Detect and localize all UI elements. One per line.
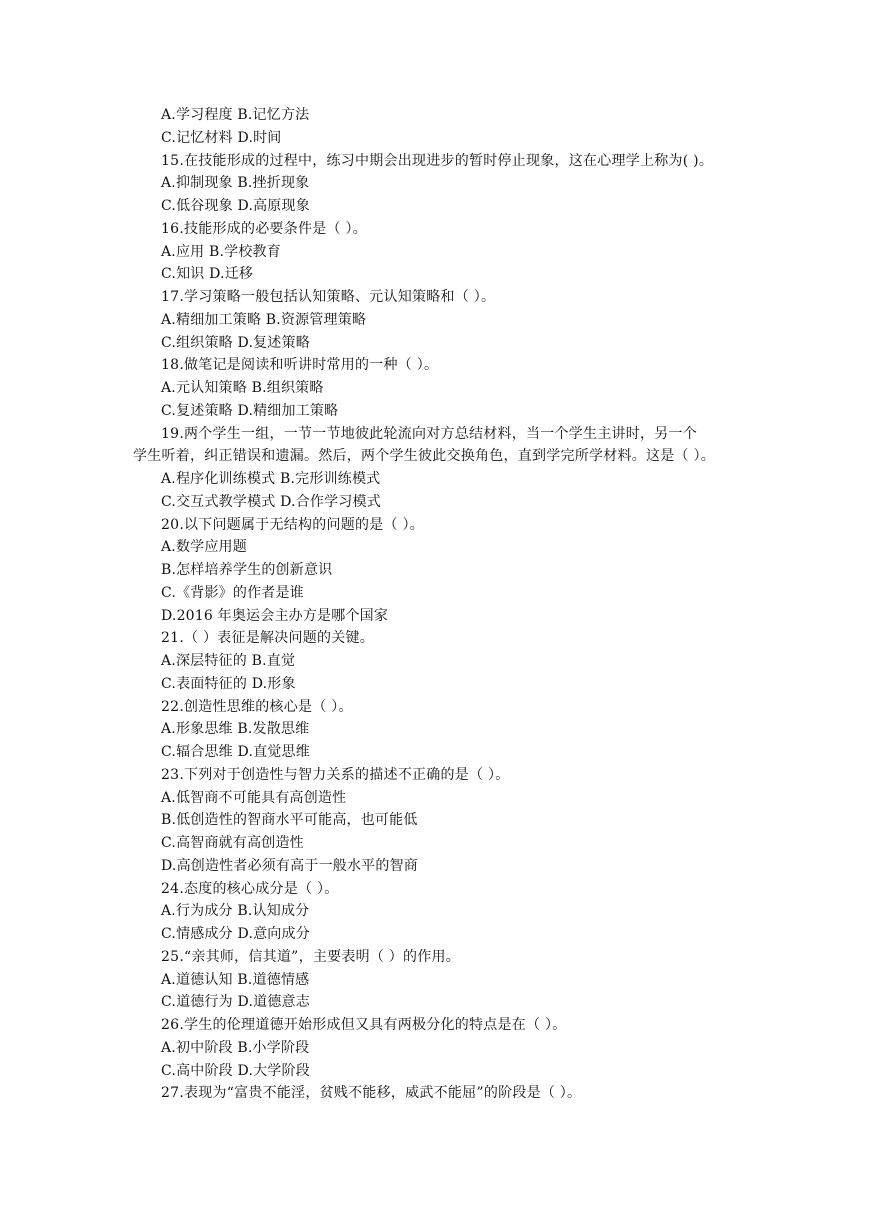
question-23: 23.下列对于创造性与智力关系的描述不正确的是（ ）。 [161, 766, 510, 783]
document-body [133, 104, 743, 1105]
option-line: A.程序化训练模式 B.完形训练模式 [161, 471, 381, 487]
option-line: A.应用 B.学校教育 [161, 243, 281, 260]
option-line: C.高智商就有高创造性 [161, 835, 304, 851]
question-27: 27.表现为“富贵不能淫，贫贱不能移，威武不能屈”的阶段是（ ）。 [161, 1085, 582, 1102]
option-line: C.高中阶段 D.大学阶段 [161, 1062, 310, 1079]
question-21: 21.（ ）表征是解决问题的关键。 [161, 630, 374, 647]
question-19-continued: 学生听着，纠正错误和遗漏。然后，两个学生彼此交换角色，直到学完所学材料。这是（ ）。 [133, 448, 715, 465]
option-line: A.精细加工策略 B.资源管理策略 [161, 311, 367, 328]
option-line: A.初中阶段 B.小学阶段 [161, 1039, 310, 1056]
option-line: C.辐合思维 D.直觉思维 [161, 744, 310, 760]
option-line: B.低创造性的智商水平可能高，也可能低 [161, 812, 418, 829]
option-line: A.深层特征的 B.直觉 [161, 653, 296, 669]
question-17: 17.学习策略一般包括认知策略、元认知策略和（ ）。 [161, 289, 496, 305]
option-line: A.抑制现象 B.挫折现象 [161, 175, 310, 192]
question-15: 15.在技能形成的过程中，练习中期会出现进步的暂时停止现象，这在心理学上称为( )。 [161, 152, 714, 169]
question-16: 16.技能形成的必要条件是（ ）。 [161, 220, 367, 237]
option-line: B.怎样培养学生的创新意识 [161, 562, 333, 578]
option-line: C.交互式教学模式 D.合作学习模式 [161, 493, 381, 510]
option-line: C.记忆材料 D.时间 [161, 129, 282, 146]
option-line: D.高创造性者必须有高于一般水平的智商 [161, 857, 418, 874]
option-line: C.情感成分 D.意向成分 [161, 926, 310, 942]
option-line: C.道德行为 D.道德意志 [161, 994, 310, 1011]
question-26: 26.学生的伦理道德开始形成但又具有两极分化的特点是在（ ）。 [161, 1017, 567, 1033]
option-line: C.组织策略 D.复述策略 [161, 334, 310, 351]
option-line: A.道德认知 B.道德情感 [161, 971, 310, 988]
option-line: A.数学应用题 [161, 539, 247, 556]
option-line: C.《背影》的作者是谁 [161, 584, 304, 601]
option-line: A.低智商不可能具有高创造性 [161, 789, 347, 806]
question-25: 25.“亲其师，信其道”，主要表明（ ）的作用。 [161, 948, 461, 965]
option-line: C.知识 D.迁移 [161, 266, 254, 283]
question-24: 24.态度的核心成分是（ ）。 [161, 880, 339, 897]
question-18: 18.做笔记是阅读和听讲时常用的一种（ ）。 [161, 357, 439, 374]
question-20: 20.以下问题属于无结构的问题的是（ ）。 [161, 516, 424, 533]
option-line: C.复述策略 D.精细加工策略 [161, 402, 339, 419]
option-line: A.行为成分 B.认知成分 [161, 903, 310, 920]
option-line: C.表面特征的 D.形象 [161, 675, 296, 692]
question-22: 22.创造性思维的核心是（ ）。 [161, 698, 353, 715]
option-line: A.元认知策略 B.组织策略 [161, 380, 324, 396]
question-19: 19.两个学生一组，一节一节地彼此轮流向对方总结材料，当一个学生主讲时，另一个 [161, 425, 698, 442]
option-line: D.2016 年奥运会主办方是哪个国家 [161, 607, 389, 624]
option-line: C.低谷现象 D.高原现象 [161, 198, 310, 214]
option-line: A.学习程度 B.记忆方法 [161, 107, 310, 123]
option-line: A.形象思维 B.发散思维 [161, 721, 310, 738]
